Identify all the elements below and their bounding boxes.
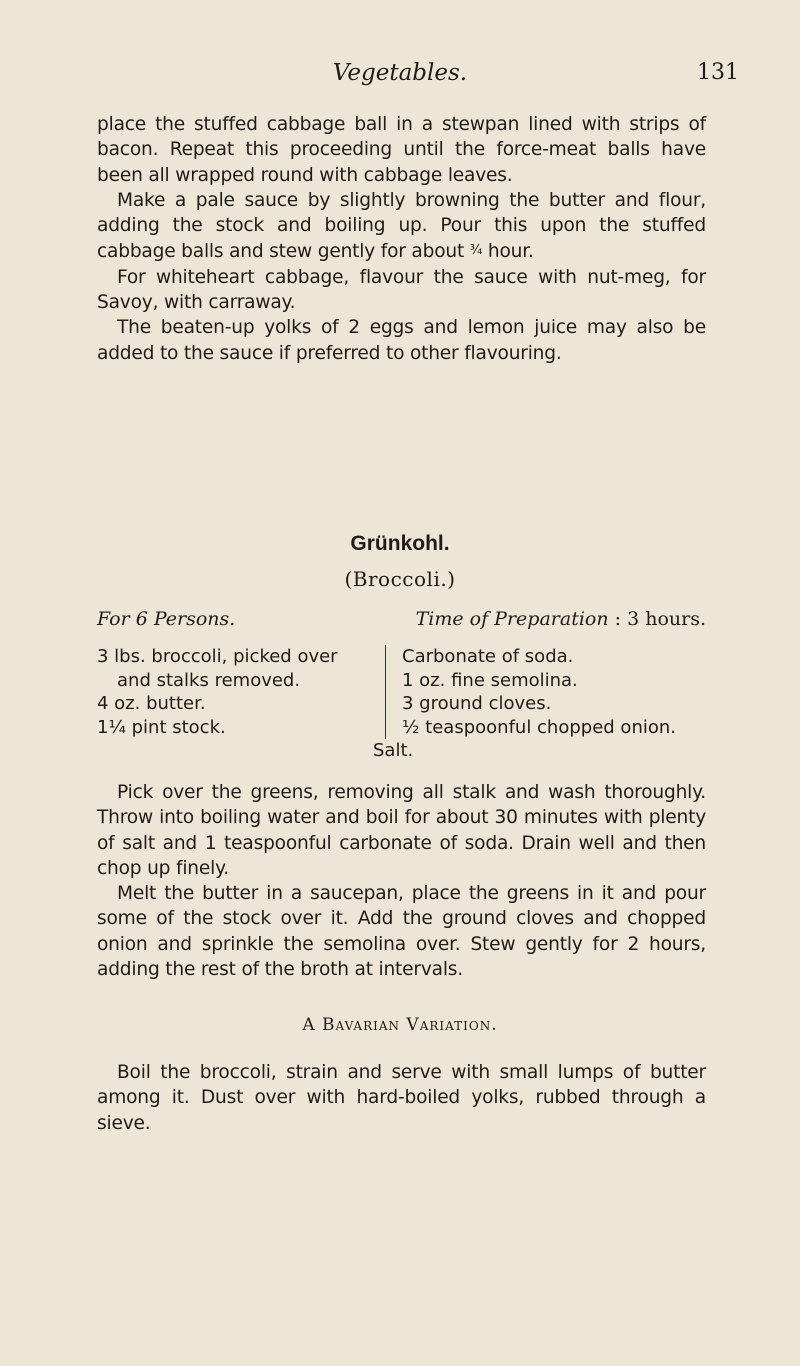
paragraph: Pick over the greens, removing all stalk and wash thoroughly. Throw into boiling water and boil for about 30 minutes with plenty of salt and 1 teaspoonful carbonate of soda. Drain well and then chop up finely.	[97, 782, 706, 879]
running-header: Vegetables.	[332, 60, 468, 86]
paragraph: Boil the broccoli, strain and serve with small lumps of butter among it. Dust over with hard-boiled yolks, rubbed through a sieve.	[97, 1062, 706, 1134]
ingredient: 1 oz. fine semolina.	[402, 669, 578, 691]
paragraph: place the stuffed cabbage ball in a stewpan lined with strips of bacon. Repeat this proceeding until the force-meat balls have been all wrapped round with cabbage leaves.	[97, 114, 706, 186]
page-number: 131	[697, 60, 739, 85]
recipe-title: Grünkohl.	[350, 532, 450, 555]
ingredient: ½ teaspoonful chopped onion.	[402, 716, 676, 738]
recipe-subtitle: (Broccoli.)	[344, 567, 456, 591]
ingredient: 4 oz. butter.	[97, 693, 206, 714]
ingredient: and stalks removed.	[117, 669, 301, 691]
ingredient: 3 ground cloves.	[402, 693, 552, 714]
method-text	[97, 780, 706, 982]
paragraph: Melt the butter in a saucepan, place the greens in it and pour some of the stock over it. Add the ground cloves and chopped onion and sprinkle the semolina over. Stew gently for 2 hours, adding the rest of the broth at intervals.	[97, 883, 706, 981]
ingredient: Carbonate of soda.	[402, 646, 574, 667]
paragraph: Make a pale sauce by slightly browning the butter and flour, adding the stock and boiling up. Pour this upon the stuffed cabbage balls and stew gently for about ¾ hour.	[97, 189, 706, 263]
paragraph: For whiteheart cabbage, flavour the sauce with nut-meg, for Savoy, with carraway.	[97, 266, 706, 314]
intro-text	[97, 112, 706, 366]
ingredient-salt: Salt.	[373, 740, 414, 761]
servings: For 6 Persons.	[97, 608, 236, 630]
preparation-time: Time of Preparation : 3 hours.	[415, 608, 706, 630]
variation-text	[97, 1060, 706, 1136]
ingredient: 1¼ pint stock.	[97, 716, 226, 738]
paragraph: The beaten-up yolks of 2 eggs and lemon juice may also be added to the sauce if preferred to other flavouring.	[97, 317, 706, 364]
ingredient: 3 lbs. broccoli, picked over	[97, 646, 338, 667]
ingredients-left	[97, 645, 377, 739]
recipe-meta	[97, 608, 706, 630]
ingredients-right	[385, 645, 732, 739]
fraction: ¾	[469, 243, 483, 259]
variation-heading: A Bavarian Variation.	[302, 1015, 498, 1035]
